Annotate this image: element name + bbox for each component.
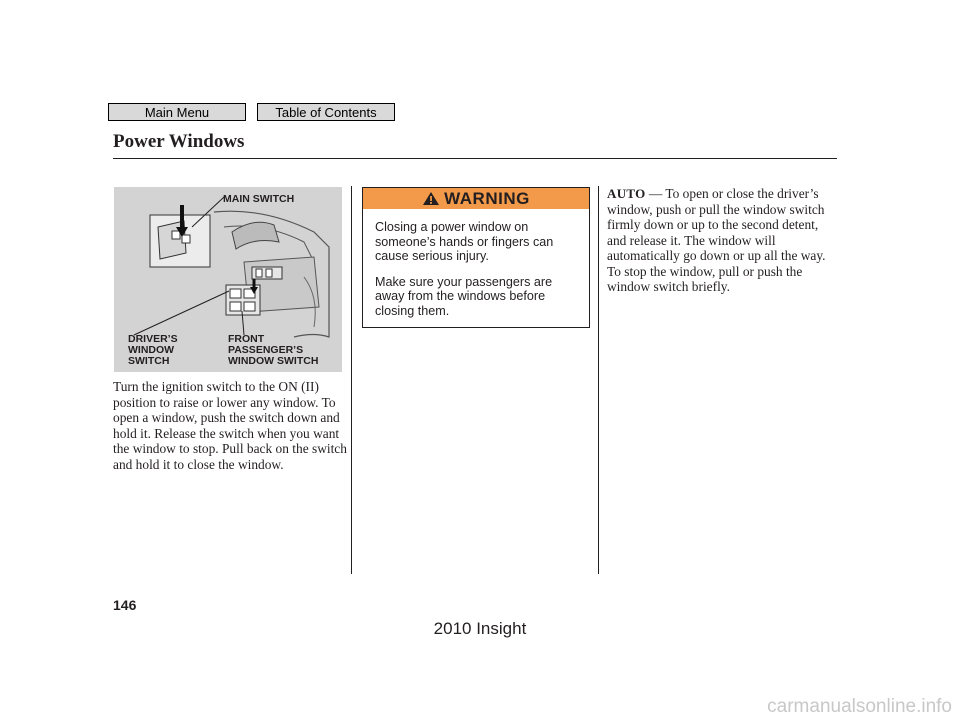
warning-paragraph-2: Make sure your passengers are away from the windows before closing them. xyxy=(375,274,553,318)
warning-header xyxy=(363,188,589,209)
auto-label: AUTO xyxy=(607,186,646,201)
column-divider-right xyxy=(598,186,599,574)
power-window-switch-figure xyxy=(114,187,342,372)
auto-section xyxy=(607,186,839,295)
drivers-window-switch-label: DRIVER’S WINDOW SWITCH xyxy=(128,333,178,367)
auto-dash: — xyxy=(648,186,663,201)
page-title: Power Windows xyxy=(113,131,245,152)
warning-paragraph-1: Closing a power window on someone’s hands or fingers can cause serious injury. xyxy=(375,220,554,263)
title-rule xyxy=(113,158,837,159)
front-passenger-window-switch-label: FRONT PASSENGER’S WINDOW SWITCH xyxy=(228,333,319,367)
warning-triangle-icon xyxy=(422,191,440,206)
main-menu-button[interactable]: Main Menu xyxy=(108,103,246,121)
footer-model: 2010 Insight xyxy=(433,619,527,638)
watermark: carmanualsonline.info xyxy=(767,696,952,717)
warning-heading: WARNING xyxy=(444,188,530,208)
page-number: 146 xyxy=(113,597,137,613)
table-of-contents-button[interactable]: Table of Contents xyxy=(257,103,395,121)
main-switch-label: MAIN SWITCH xyxy=(223,193,295,205)
auto-description: To open or close the driver’s window, push or pull the window switch firmly down or up to the second detent, and release it. The window will automatically go down or up all the way. To stop the window, pull or push the window switch briefly. xyxy=(607,186,826,294)
warning-box xyxy=(362,187,590,328)
operation-instructions: Turn the ignition switch to the ON (II) position to raise or lower any window. To open a window, push the switch down and hold it. Release the switch when you want the window to stop. Pull back on the switch and hold it to close the window. xyxy=(113,379,347,472)
